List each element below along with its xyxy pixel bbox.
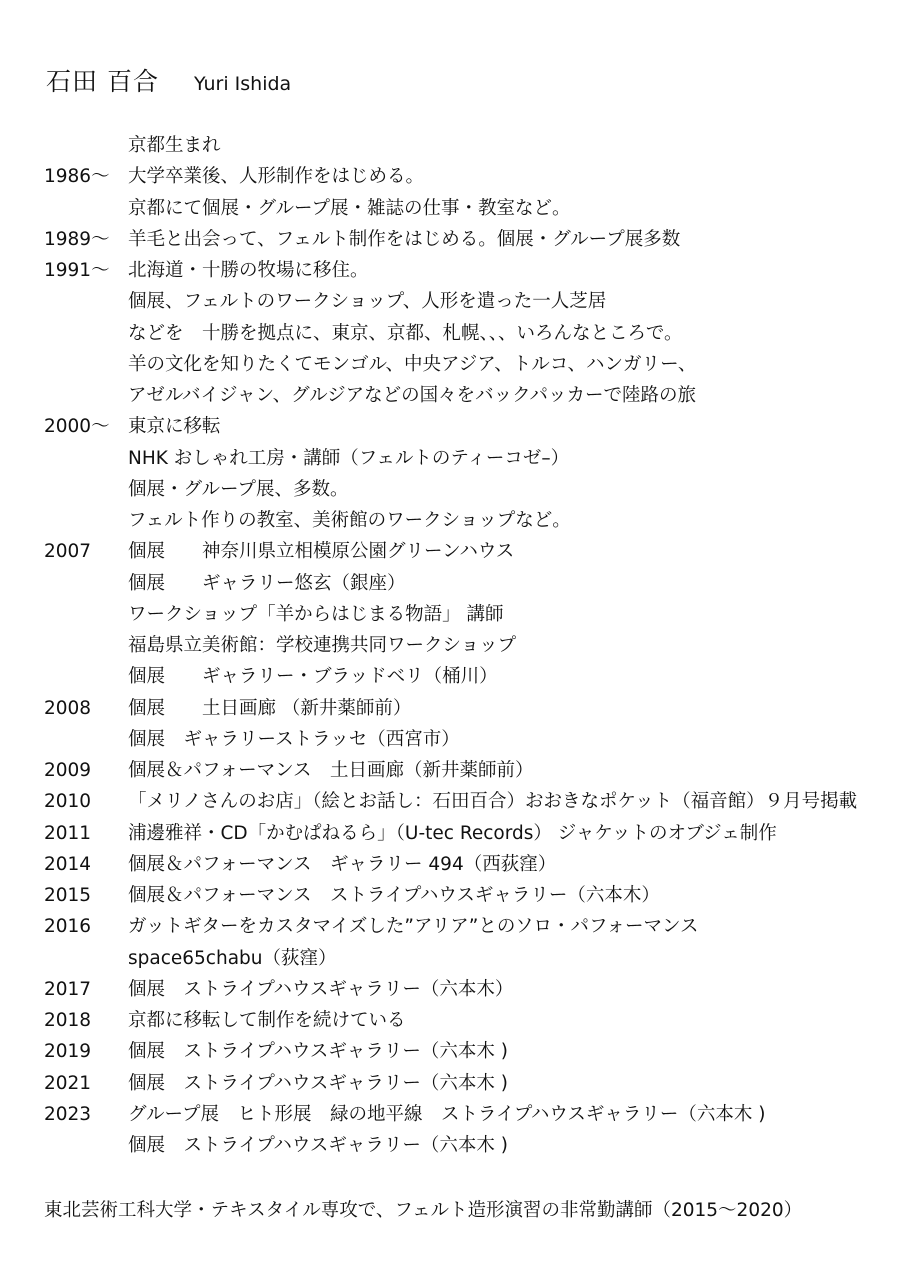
cv-entry-text: 東京に移転: [128, 416, 221, 438]
cv-entry-year: 2014: [44, 853, 92, 875]
cv-entry-text: 北海道・十勝の牧場に移住。: [128, 260, 369, 281]
cv-entry-year: 1989〜: [44, 228, 110, 250]
cv-entry: [44, 536, 894, 567]
cv-entry: [44, 599, 894, 630]
cv-entry-year: 2000〜: [44, 416, 110, 438]
cv-entry-text: 大学卒業後、人形制作をはじめる。: [128, 166, 425, 188]
cv-entry-text: 京都に移転して制作を続けている: [128, 1010, 406, 1031]
cv-entry-text: 個展・グループ展、多数。: [128, 478, 349, 500]
cv-entry-year: 2023: [44, 1103, 92, 1125]
cv-entry: [44, 693, 894, 724]
cv-entry: [44, 224, 894, 255]
cv-entry: [44, 943, 894, 974]
cv-entry: [44, 161, 894, 192]
cv-entry-year: 1986〜: [44, 166, 110, 188]
cv-entry-text: 個展 ストライプハウスギャラリー（六本木 ): [128, 1135, 508, 1156]
cv-entry-text: フェルト作りの教室、美術館のワークショップなど。: [128, 510, 571, 531]
cv-entry-text: 羊の文化を知りたくてモンゴル、中央アジア、トルコ、ハンガリー、: [128, 353, 697, 375]
cv-entry-text: 羊毛と出会って、フェルト制作をはじめる。個展・グループ展多数: [128, 228, 681, 250]
cv-entry-text: 個展 ギャラリー・ブラッドベリ（桶川）: [128, 666, 498, 688]
cv-entry: [44, 255, 894, 286]
cv-entry-text: 「メリノさんのお店」（絵とお話し：石田百合）おおきなポケット（福音館）９月号掲載: [128, 791, 858, 813]
cv-entry-text: 個展 神奈川県立相模原公園グリーンハウス: [128, 541, 515, 563]
cv-entry-text: などを 十勝を拠点に、東京、京都、札幌、、、いろんなところで。: [128, 322, 683, 344]
cv-entry: [44, 974, 894, 1005]
cv-entry-text: ワークショップ「羊からはじまる物語」 講師: [128, 603, 504, 625]
name-japanese: 石田 百合: [46, 67, 159, 96]
cv-entry: [44, 849, 894, 880]
cv-entry: [44, 505, 894, 536]
cv-entry-text: 個展 ストライプハウスギャラリー（六本木）: [128, 978, 514, 1000]
cv-entry: [44, 318, 894, 349]
cv-entry: [44, 911, 894, 942]
cv-entry-text: 京都生まれ: [128, 135, 221, 156]
footer-note: 東北芸術工科大学・テキスタイル専攻で、フェルト造形演習の非常勤講師（2015〜2020）: [44, 1200, 803, 1221]
cv-entry: [44, 349, 894, 380]
cv-entry-year: 2009: [44, 760, 92, 781]
cv-entry: [44, 568, 894, 599]
cv-entry: [44, 630, 894, 661]
cv-entry-text: 個展 ギャラリーストラッセ（西宮市）: [128, 728, 460, 750]
cv-entry: [44, 755, 894, 786]
cv-entry-year: 2015: [44, 885, 92, 906]
cv-entry-text: 浦邊雅祥・CD「かむぱねるら」（U-tec Records） ジャケットのオブジェ制作: [128, 822, 777, 844]
cv-entry: [44, 880, 894, 911]
cv-list: [44, 130, 894, 1161]
cv-entry-text: グループ展 ヒト形展 緑の地平線 ストライプハウスギャラリー（六本木 ): [128, 1103, 766, 1125]
cv-entry-year: 2007: [44, 541, 92, 563]
cv-entry: [44, 130, 894, 161]
cv-entry-text: 個展、フェルトのワークショップ、人形を遣った一人芝居: [128, 291, 607, 313]
name-header: [46, 62, 291, 98]
cv-entry: [44, 474, 894, 505]
cv-entry-text: 個展＆パフォーマンス ギャラリー 494（西荻窪）: [128, 853, 557, 875]
cv-entry: [44, 661, 894, 692]
cv-entry: [44, 286, 894, 317]
cv-entry-text: NHK おしゃれ工房・講師（フェルトのティーコゼ–）: [128, 447, 570, 469]
cv-entry-year: 2016: [44, 916, 92, 938]
cv-entry-text: 個展 ストライプハウスギャラリー（六本木 ): [128, 1072, 508, 1094]
cv-entry-text: 京都にて個展・グループ展・雑誌の仕事・教室など。: [128, 197, 571, 219]
cv-entry: [44, 1068, 894, 1099]
cv-entry: [44, 818, 894, 849]
cv-entry: [44, 1130, 894, 1161]
cv-entry: [44, 1036, 894, 1067]
cv-entry-year: 1991〜: [44, 260, 110, 281]
cv-entry-text: ガットギターをカスタマイズした”アリア”とのソロ・パフォーマンス: [128, 916, 699, 938]
cv-entry-text: 個展 ギャラリー悠玄（銀座）: [128, 572, 406, 594]
cv-entry: [44, 380, 894, 411]
cv-entry-year: 2021: [44, 1072, 92, 1094]
cv-entry-text: アゼルバイジャン、グルジアなどの国々をバックパッカーで陸路の旅: [128, 385, 697, 406]
cv-entry: [44, 1099, 894, 1130]
name-english: Yuri Ishida: [194, 73, 292, 95]
cv-entry-text: 個展 ストライプハウスギャラリー（六本木 ): [128, 1041, 508, 1063]
cv-entry-text: 個展＆パフォーマンス ストライプハウスギャラリー（六本木）: [128, 885, 660, 906]
cv-entry-text: space65chabu（荻窪）: [128, 947, 337, 969]
cv-entry: [44, 724, 894, 755]
cv-entry-year: 2008: [44, 697, 92, 719]
cv-entry: [44, 443, 894, 474]
cv-entry-year: 2019: [44, 1041, 92, 1063]
cv-entry: [44, 411, 894, 442]
cv-entry: [44, 786, 894, 817]
cv-entry-year: 2010: [44, 791, 92, 813]
cv-entry-text: 個展＆パフォーマンス 土日画廊（新井薬師前）: [128, 760, 534, 781]
cv-entry-year: 2018: [44, 1010, 92, 1031]
cv-entry-text: 福島県立美術館：学校連携共同ワークショップ: [128, 635, 517, 656]
cv-entry: [44, 193, 894, 224]
cv-entry-year: 2017: [44, 978, 92, 1000]
cv-entry-year: 2011: [44, 822, 92, 844]
cv-entry: [44, 1005, 894, 1036]
cv-entry-text: 個展 土日画廊 （新井薬師前）: [128, 697, 412, 719]
